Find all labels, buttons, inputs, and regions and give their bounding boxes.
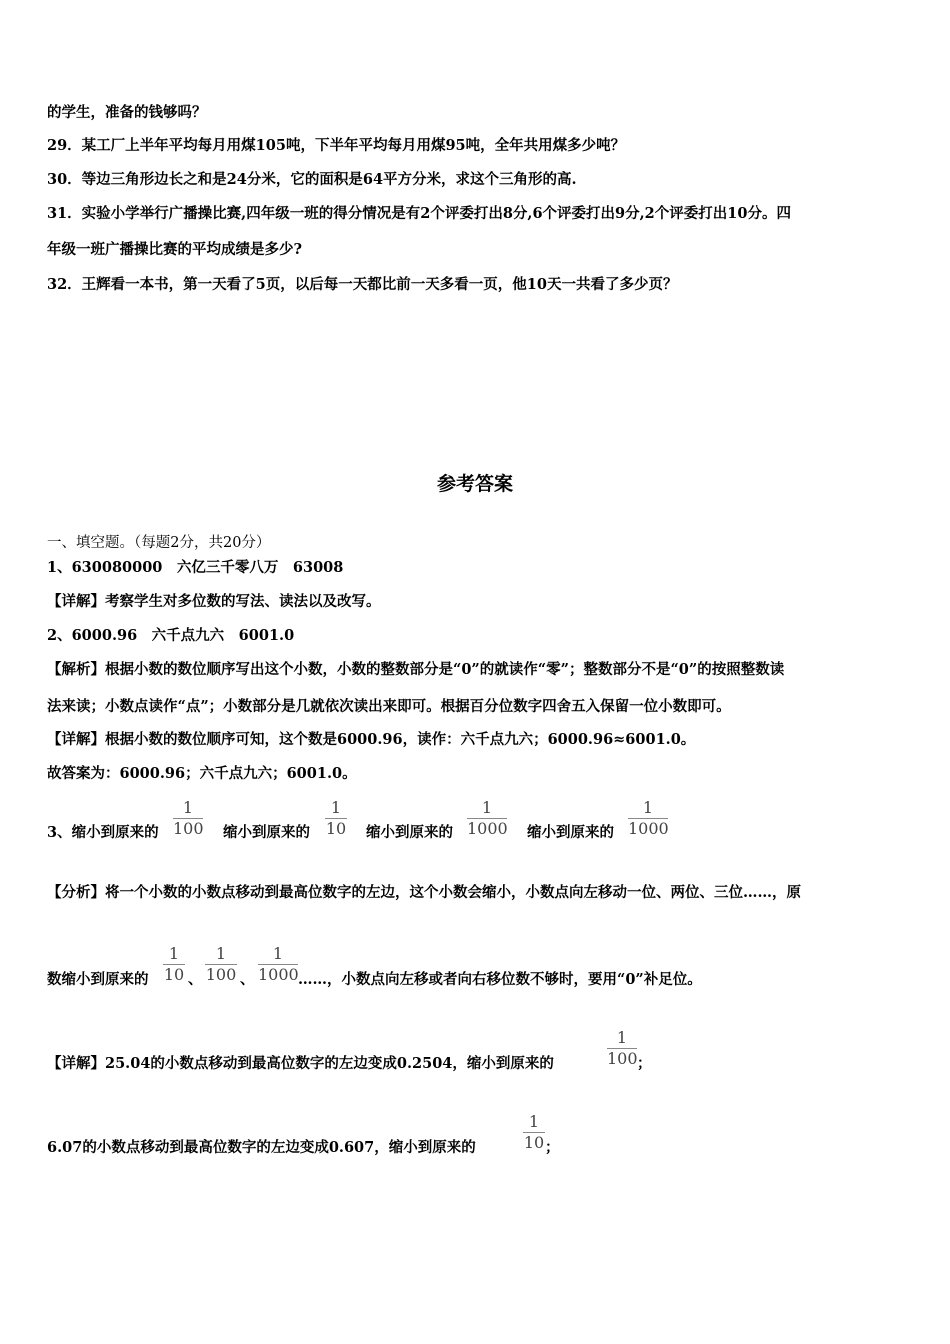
answer-3-analysis-line2-suffix: ……，小数点向左移或者向右移位数不够时，要用“0”补足位。	[298, 971, 702, 988]
answer-3-detail-1: 【详解】25.04的小数点移动到最高位数字的左边变成0.2504，缩小到原来的	[47, 1055, 554, 1072]
answer-3-detail-1-fraction: 1 100	[607, 1028, 638, 1068]
answer-3-analysis-line1: 【分析】将一个小数的小数点移动到最高位数字的左边，这个小数会缩小，小数点向左移动一位、两位、三位……，原	[47, 884, 801, 901]
answer-3-label-2: 缩小到原来的	[223, 824, 310, 841]
answer-3-analysis-fraction-1: 1 10	[163, 944, 185, 984]
answer-3-label-4: 缩小到原来的	[527, 824, 614, 841]
answer-3-detail-2-semicolon: ；	[545, 1139, 560, 1156]
answer-3-detail-2: 6.07的小数点移动到最高位数字的左边变成0.607，缩小到原来的	[47, 1139, 476, 1156]
answer-1-detail: 【详解】考察学生对多位数的写法、读法以及改写。	[47, 593, 381, 610]
answers-title: 参考答案	[436, 473, 513, 495]
answer-1: 1、630080000 六亿三千零八万 63008	[47, 559, 344, 576]
answer-3-detail-1-semicolon: ；	[637, 1055, 652, 1072]
answer-3-fraction-2: 1 10	[325, 798, 347, 838]
question-29: 29．某工厂上半年平均每月用煤105吨，下半年平均每月用煤95吨，全年共用煤多少吨？	[47, 137, 626, 154]
answer-3-fraction-4: 1 1000	[628, 798, 669, 838]
answer-2-analysis-line2: 法来读；小数点读作“点”；小数部分是几就依次读出来即可。根据百分位数字四舍五入保留一位小数即可。	[47, 698, 731, 715]
answer-2-detail: 【详解】根据小数的数位顺序可知，这个数是6000.96，读作：六千点九六；6000.96≈6001.0。	[47, 731, 696, 748]
section-1-heading: 一、填空题。（每题2分，共20分）	[47, 535, 271, 551]
answer-3-analysis-fraction-3: 1 1000	[258, 944, 299, 984]
answer-2-analysis-line1: 【解析】根据小数的数位顺序写出这个小数，小数的整数部分是“0”的就读作“零”；整数部分不是“0”的按照整数读	[47, 661, 785, 678]
answer-3-analysis-line2-prefix: 数缩小到原来的	[47, 971, 149, 988]
answer-3-fraction-1: 1 100	[173, 798, 204, 838]
question-30: 30．等边三角形边长之和是24分米，它的面积是64平方分米，求这个三角形的高.	[47, 171, 577, 188]
answer-3-prefix: 3、缩小到原来的	[47, 824, 159, 841]
question-31-line1: 31．实验小学举行广播操比赛,四年级一班的得分情况是有2个评委打出8分,6个评委打出9分,2个评委打出10分。四	[47, 205, 791, 222]
answer-2-final: 故答案为：6000.96；六千点九六；6001.0。	[47, 765, 357, 782]
question-31-line2: 年级一班广播操比赛的平均成绩是多少?	[47, 241, 302, 258]
answer-3-label-3: 缩小到原来的	[366, 824, 453, 841]
question-32: 32．王辉看一本书，第一天看了5页，以后每一天都比前一天多看一页，他10天一共看了多少页？	[47, 276, 678, 293]
answer-3-fraction-3: 1 1000	[467, 798, 508, 838]
answer-3-analysis-fraction-2: 1 100	[205, 944, 237, 984]
answer-3-detail-2-fraction: 1 10	[523, 1112, 545, 1152]
answer-3-analysis-sep-1: 、	[188, 971, 203, 988]
answer-3-analysis-sep-2: 、	[240, 971, 255, 988]
answer-2: 2、6000.96 六千点九六 6001.0	[47, 627, 295, 644]
question-28-tail: 的学生，准备的钱够吗？	[47, 104, 207, 121]
